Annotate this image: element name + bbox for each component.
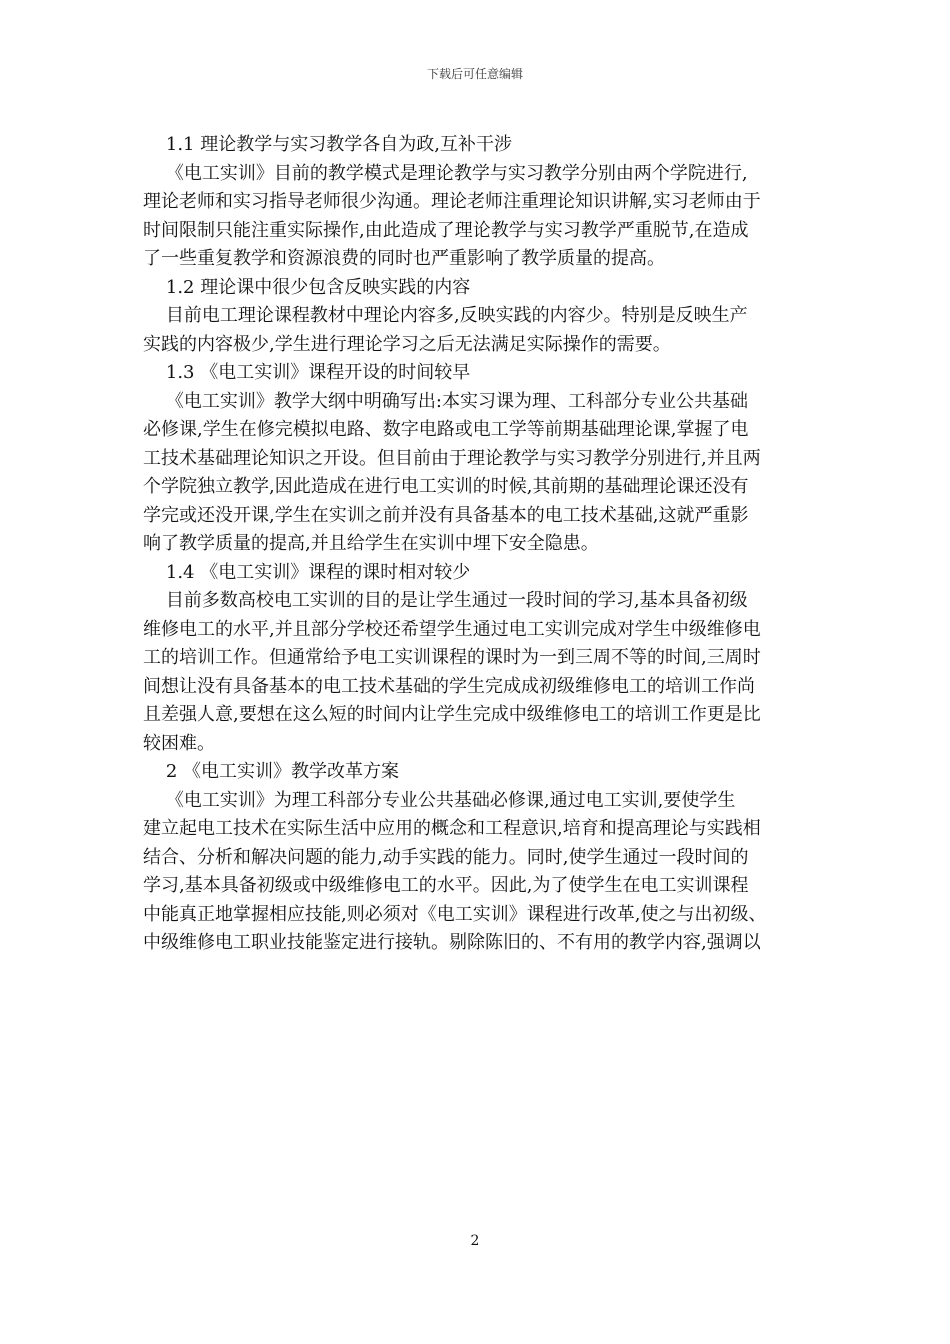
text-line: 目前多数高校电工实训的目的是让学生通过一段时间的学习,基本具备初级 xyxy=(143,590,748,611)
text-line: 中能真正地掌握相应技能,则必须对《电工实训》课程进行改革,使之与出初级、 xyxy=(143,903,767,925)
text-line: 中级维修电工职业技能鉴定进行接轨。剔除陈旧的、不有用的教学内容,强调以 xyxy=(143,932,761,953)
text-line: 间想让没有具备基本的电工技术基础的学生完成成初级维修电工的培训工作尚 xyxy=(143,675,755,697)
text-line: 必修课,学生在修完模拟电路、数字电路或电工学等前期基础理论课,掌握了电 xyxy=(143,419,749,440)
text-line: 学完或还没开课,学生在实训之前并没有具备基本的电工技术基础,这就严重影 xyxy=(143,504,749,526)
text-line: 了一些重复教学和资源浪费的同时也严重影响了教学质量的提高。 xyxy=(143,248,665,269)
text-line: 工的培训工作。但通常给予电工实训课程的课时为一到三周不等的时间,三周时 xyxy=(143,647,761,668)
text-line: 维修电工的水平,并且部分学校还希望学生通过电工实训完成对学生中级维修电 xyxy=(143,618,761,640)
text-line: 工技术基础理论知识之开设。但目前由于理论教学与实习教学分别进行,并且两 xyxy=(143,447,761,469)
text-line: 1.1 理论教学与实习教学各自为政,互补干涉 xyxy=(143,134,512,155)
text-line: 《电工实训》教学大纲中明确写出:本实习课为理、工科部分专业公共基础 xyxy=(143,390,748,412)
text-line: 《电工实训》为理工科部分专业公共基础必修课,通过电工实训,要使学生 xyxy=(143,789,736,811)
text-line: 且差强人意,要想在这么短的时间内让学生完成中级维修电工的培训工作更是比 xyxy=(143,704,761,725)
text-line: 实践的内容极少,学生进行理论学习之后无法满足实际操作的需要。 xyxy=(143,333,671,355)
text-line: 2 《电工实训》教学改革方案 xyxy=(143,761,400,782)
text-line: 目前电工理论课程教材中理论内容多,反映实践的内容少。特别是反映生产 xyxy=(143,305,748,326)
text-line: 响了教学质量的提高,并且给学生在实训中埋下安全隐患。 xyxy=(143,533,599,554)
text-line: 1.4 《电工实训》课程的课时相对较少 xyxy=(143,561,471,583)
text-line: 时间限制只能注重实际操作,由此造成了理论教学与实习教学严重脱节,在造成 xyxy=(143,219,749,241)
text-line: 1.2 理论课中很少包含反映实践的内容 xyxy=(143,276,471,298)
page-header: 下载后可任意编辑 xyxy=(426,67,523,81)
text-line: 理论老师和实习指导老师很少沟通。理论老师注重理论知识讲解,实习老师由于 xyxy=(143,191,761,212)
body-text xyxy=(143,131,815,958)
page-number: 2 xyxy=(470,1233,480,1249)
text-line: 1.3 《电工实训》课程开设的时间较早 xyxy=(143,362,471,383)
text-line: 结合、分析和解决问题的能力,动手实践的能力。同时,使学生通过一段时间的 xyxy=(143,846,749,868)
text-line: 个学院独立教学,因此造成在进行电工实训的时候,其前期的基础理论课还没有 xyxy=(143,476,749,497)
text-line: 建立起电工技术在实际生活中应用的概念和工程意识,培育和提高理论与实践相 xyxy=(143,818,761,839)
text-line: 《电工实训》目前的教学模式是理论教学与实习教学分别由两个学院进行, xyxy=(143,162,748,184)
text-line: 较困难。 xyxy=(143,732,215,754)
text-line: 学习,基本具备初级或中级维修电工的水平。因此,为了使学生在电工实训课程 xyxy=(143,875,749,896)
